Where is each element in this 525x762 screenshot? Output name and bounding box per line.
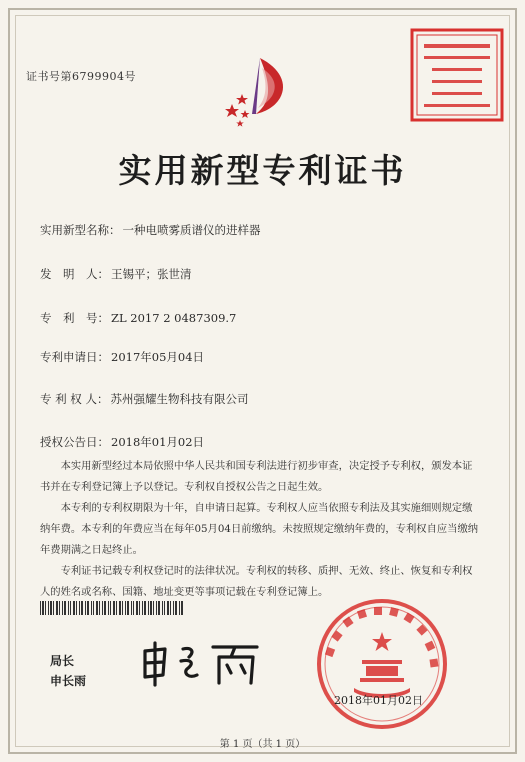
patentee-field [40, 391, 248, 407]
patent-number-field [40, 310, 236, 326]
director-name: 申长雨 [50, 674, 87, 688]
grant-date-field [40, 434, 204, 450]
certificate-body [40, 456, 480, 603]
body-paragraph: 本实用新型经过本局依照中华人民共和国专利法进行初步审查，决定授予专利权，颁发本证书并在专利登记簿上予以登记。专利权自授权公告之日起生效。 [40, 460, 473, 493]
inventor-field [40, 266, 192, 282]
field-label: 专利申请日： [40, 350, 109, 364]
field-label: 专 利 权 人： [40, 392, 109, 406]
page-number: 第 1 页（共 1 页） [219, 739, 306, 750]
director-label: 局长 [50, 654, 75, 668]
field-value: 2018年01月02日 [111, 435, 205, 449]
barcode-icon [40, 601, 185, 615]
body-paragraph: 专利证书记载专利权登记时的法律状况。专利权的转移、质押、无效、终止、恢复和专利权人的姓名或名称、国籍、地址变更等事项记载在专利登记簿上。 [40, 565, 473, 598]
director-signature-icon [135, 637, 270, 689]
field-label: 实用新型名称： [40, 223, 121, 237]
field-label: 专 利 号： [40, 311, 109, 325]
body-paragraph: 本专利的专利权期限为十年，自申请日起算。专利权人应当依照专利法及其实施细则规定缴纳年费。本专利的年费应当在每年05月04日前缴纳。未按照规定缴纳年费的，专利权自应当缴纳年费期满之日起终止。 [40, 502, 479, 556]
sipo-round-seal-icon [314, 596, 450, 732]
tax-seal-icon [408, 26, 506, 124]
utility-model-name-field [40, 222, 261, 238]
seal-date: 2018年01月02日 [334, 694, 423, 707]
sipo-logo-icon [222, 54, 298, 130]
field-value: 苏州强耀生物科技有限公司 [110, 392, 249, 406]
certificate-number: 证书号第6799904号 [26, 70, 136, 83]
field-value: 2017年05月04日 [111, 350, 205, 364]
field-label: 发 明 人： [40, 267, 109, 281]
filing-date-field [40, 349, 204, 365]
page-title: 实用新型专利证书 [118, 151, 407, 190]
field-value: 一种电喷雾质谱仪的进样器 [122, 223, 261, 237]
field-label: 授权公告日： [40, 435, 109, 449]
field-value: ZL 2017 2 0487309.7 [111, 311, 237, 325]
field-value: 王锡平；张世清 [111, 267, 192, 281]
